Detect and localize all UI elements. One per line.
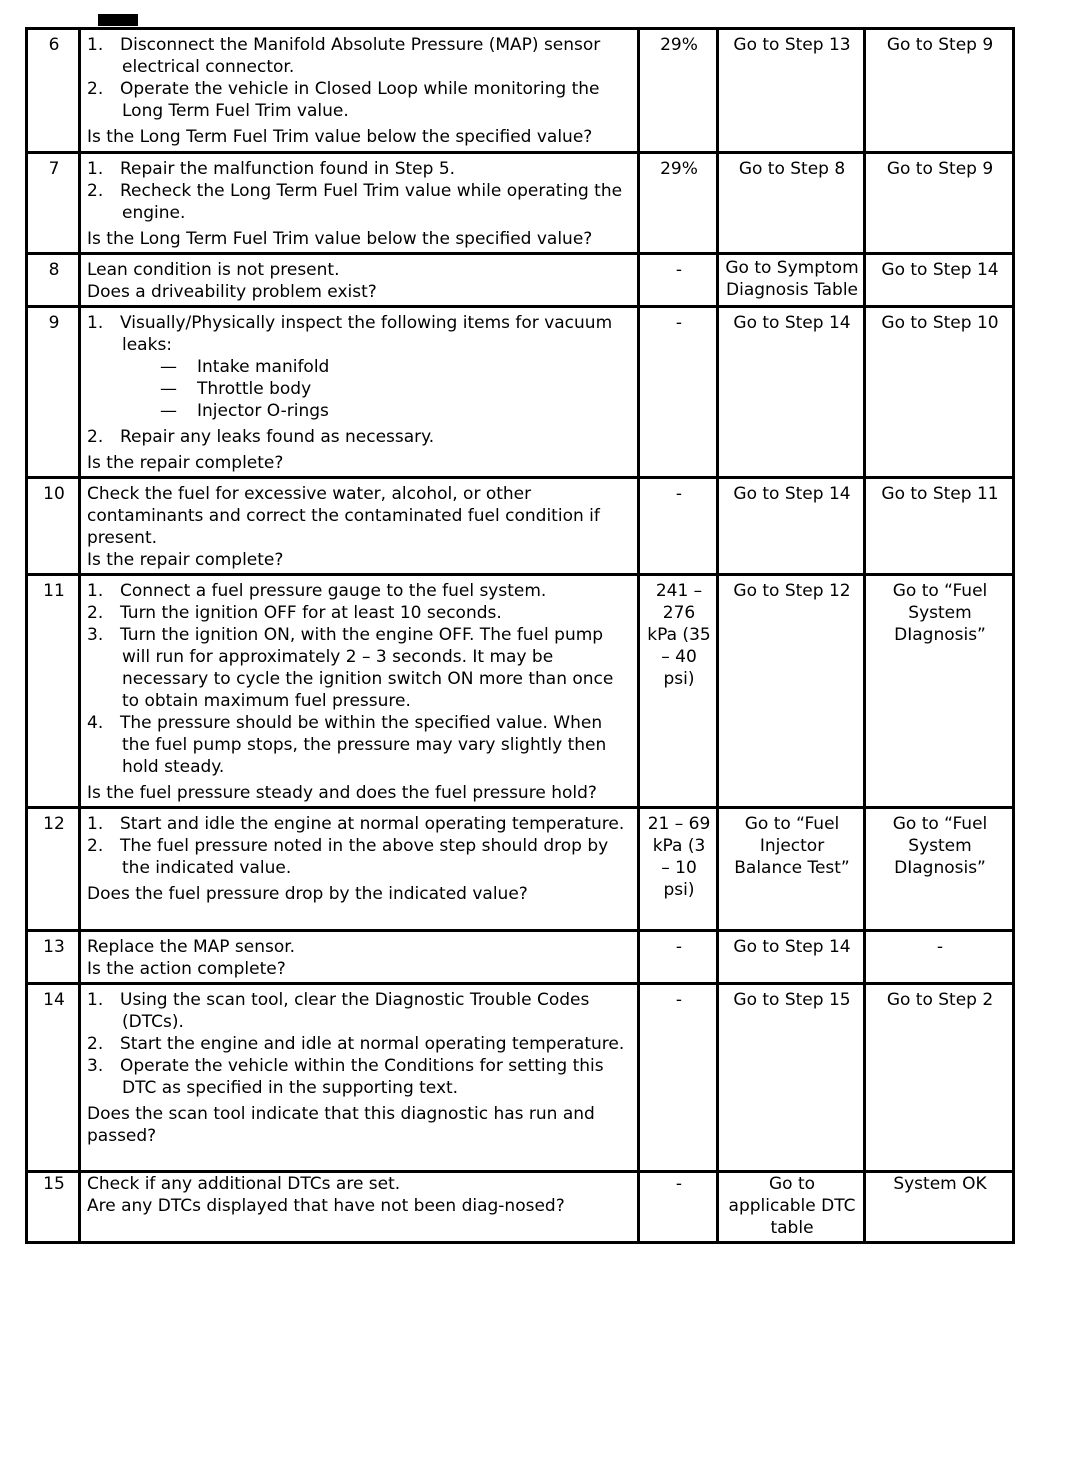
specified-value: 29% — [639, 29, 718, 153]
step-row-13 — [27, 931, 1014, 984]
specified-value: - — [639, 931, 718, 984]
step-question: Is the Long Term Fuel Trim value below the specified value? — [87, 229, 593, 249]
step-question: Is the repair complete? — [87, 453, 284, 473]
specified-value: - — [639, 307, 718, 478]
step-action — [80, 808, 639, 931]
yes-action: Go to Step 8 — [718, 153, 865, 254]
no-action: Go to “Fuel System DIagnosis” — [865, 808, 1014, 931]
action-item: 1. Visually/Physically inspect the following items for vacuum leaks: — Intake manifold — Throttle body — Injector O-rings — [87, 312, 633, 426]
step-row-12 — [27, 808, 1014, 931]
step-row-14 — [27, 984, 1014, 1172]
step-question: Is the action complete? — [87, 959, 286, 979]
action-line: Check if any additional DTCs are set. — [87, 1174, 401, 1194]
specified-value: - — [639, 254, 718, 307]
step-number: 9 — [27, 307, 80, 478]
no-action: Go to “Fuel System DIagnosis” — [865, 575, 1014, 808]
action-item: 1. Repair the malfunction found in Step 5. — [87, 159, 456, 179]
step-number: 6 — [27, 29, 80, 153]
step-action — [80, 307, 639, 478]
step-action — [80, 478, 639, 575]
step-question: Is the fuel pressure steady and does the fuel pressure hold? — [87, 783, 597, 803]
step-row-6 — [27, 29, 1014, 153]
step-action — [80, 29, 639, 153]
yes-action: Go to Step 14 — [718, 931, 865, 984]
action-item: 2. Repair any leaks found as necessary. — [87, 427, 435, 447]
yes-action: Go to applicable DTC table — [718, 1172, 865, 1243]
step-question: Does a driveability problem exist? — [87, 282, 377, 302]
step-question: Does the scan tool indicate that this diagnostic has run and passed? — [87, 1104, 595, 1146]
yes-action: Go to Step 14 — [718, 307, 865, 478]
action-item: 3. Operate the vehicle within the Conditions for setting this DTC as specified in the supporting text. — [87, 1056, 604, 1098]
specified-value: - — [639, 478, 718, 575]
step-action — [80, 984, 639, 1172]
step-action — [80, 1172, 639, 1243]
specified-value: 241 – 276 kPa (35 – 40 psi) — [639, 575, 718, 808]
checklist-item: — Injector O-rings — [160, 401, 329, 421]
step-action — [80, 931, 639, 984]
step-row-10 — [27, 478, 1014, 575]
no-action: Go to Step 9 — [865, 153, 1014, 254]
step-action — [80, 575, 639, 808]
scan-corner-mark — [98, 14, 138, 26]
step-number: 10 — [27, 478, 80, 575]
step-number: 15 — [27, 1172, 80, 1243]
no-action: Go to Step 9 — [865, 29, 1014, 153]
action-line: Lean condition is not present. — [87, 260, 340, 280]
no-action: Go to Step 10 — [865, 307, 1014, 478]
specified-value: 29% — [639, 153, 718, 254]
action-text: Check the fuel for excessive water, alcohol, or other contaminants and correct the contaminated fuel condition if present. — [87, 484, 600, 548]
yes-action: Go to Symptom Diagnosis Table — [718, 254, 865, 307]
diagnostic-steps-table — [25, 27, 1015, 1244]
step-number: 14 — [27, 984, 80, 1172]
yes-action: Go to Step 13 — [718, 29, 865, 153]
step-action — [80, 153, 639, 254]
checklist-item: — Throttle body — [160, 379, 312, 399]
no-action: Go to Step 14 — [865, 254, 1014, 307]
action-line: Replace the MAP sensor. — [87, 937, 296, 957]
no-action: Go to Step 2 — [865, 984, 1014, 1172]
yes-action: Go to Step 15 — [718, 984, 865, 1172]
no-action: System OK — [865, 1172, 1014, 1243]
step-question: Are any DTCs displayed that have not been diag-nosed? — [87, 1196, 565, 1216]
step-number: 8 — [27, 254, 80, 307]
step-question: Is the Long Term Fuel Trim value below the specified value? — [87, 127, 593, 147]
action-item: 1. Start and idle the engine at normal operating temperature. — [87, 814, 625, 834]
action-item: 1. Connect a fuel pressure gauge to the fuel system. — [87, 581, 547, 601]
specified-value: - — [639, 1172, 718, 1243]
step-row-9 — [27, 307, 1014, 478]
action-item: 2. Start the engine and idle at normal operating temperature. — [87, 1034, 625, 1054]
yes-action: Go to Step 12 — [718, 575, 865, 808]
step-row-7 — [27, 153, 1014, 254]
step-row-8 — [27, 254, 1014, 307]
action-item: 1. Using the scan tool, clear the Diagnostic Trouble Codes (DTCs). — [87, 990, 590, 1032]
vacuum-leak-checklist — [122, 356, 633, 426]
no-action: - — [865, 931, 1014, 984]
step-question: Does the fuel pressure drop by the indicated value? — [87, 884, 528, 904]
step-number: 7 — [27, 153, 80, 254]
step-number: 12 — [27, 808, 80, 931]
step-row-11 — [27, 575, 1014, 808]
action-item: 2. Turn the ignition OFF for at least 10 seconds. — [87, 603, 502, 623]
step-number: 11 — [27, 575, 80, 808]
specified-value: 21 – 69 kPa (3 – 10 psi) — [639, 808, 718, 931]
step-question: Is the repair complete? — [87, 550, 284, 570]
action-item: 2. Recheck the Long Term Fuel Trim value while operating the engine. — [87, 181, 623, 223]
yes-action: Go to “Fuel Injector Balance Test” — [718, 808, 865, 931]
no-action: Go to Step 11 — [865, 478, 1014, 575]
specified-value: - — [639, 984, 718, 1172]
action-item: 1. Disconnect the Manifold Absolute Pressure (MAP) sensor electrical connector. — [87, 35, 601, 77]
yes-action: Go to Step 14 — [718, 478, 865, 575]
action-item: 2. Operate the vehicle in Closed Loop while monitoring the Long Term Fuel Trim value. — [87, 79, 600, 121]
step-action — [80, 254, 639, 307]
action-item: 2. The fuel pressure noted in the above step should drop by the indicated value. — [87, 836, 609, 878]
step-row-15 — [27, 1172, 1014, 1243]
checklist-item: — Intake manifold — [160, 357, 330, 377]
step-number: 13 — [27, 931, 80, 984]
action-item: 3. Turn the ignition ON, with the engine OFF. The fuel pump will run for approximately 2 – 3 seconds. It may be necessary to cycle the ignition switch ON more than once to obtain maximum fuel pressure. — [87, 625, 614, 711]
action-item: 4. The pressure should be within the specified value. When the fuel pump stops, the pressure may vary slightly then hold steady. — [87, 713, 607, 777]
